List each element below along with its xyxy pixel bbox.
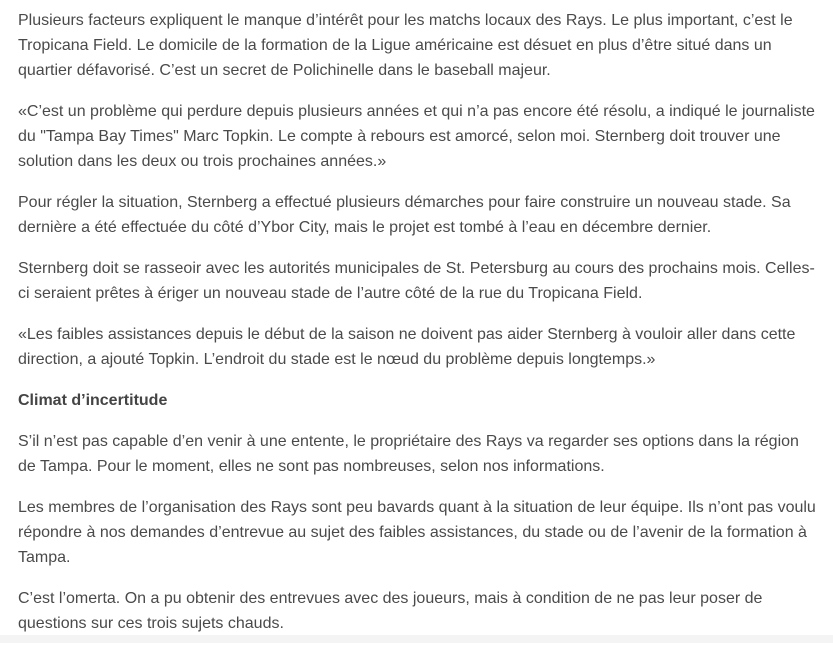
page-bottom-strip	[0, 635, 833, 643]
article-paragraph: «C’est un problème qui perdure depuis plusieurs années et qui n’a pas encore été résolu, a indiqué le journaliste du "Tampa Bay Times" Marc Topkin. Le compte à rebours est amorcé, selon moi. Sternberg doit trouver une solution dans les deux ou trois prochaines années.»	[18, 103, 815, 170]
article-paragraph: S’il n’est pas capable d’en venir à une entente, le propriétaire des Rays va regarder ses options dans la région de Tampa. Pour le moment, elles ne sont pas nombreuses, selon nos informations.	[18, 433, 799, 475]
article-paragraph: C’est l’omerta. On a pu obtenir des entrevues avec des joueurs, mais à condition de ne pas leur poser de questions sur ces trois sujets chauds.	[18, 590, 763, 632]
article-paragraph: Plusieurs facteurs expliquent le manque d’intérêt pour les matchs locaux des Rays. Le plus important, c’est le Tropicana Field. Le domicile de la formation de la Ligue américaine est désuet en plus d’être situé dans un quartier défavorisé. C’est un secret de Polichinelle dans le baseball majeur.	[18, 12, 793, 79]
article-paragraph: «Les faibles assistances depuis le début de la saison ne doivent pas aider Sternberg à vouloir aller dans cette direction, a ajouté Topkin. L’endroit du stade est le nœud du problème depuis longtemps.»	[18, 326, 796, 368]
article-paragraph: Pour régler la situation, Sternberg a effectué plusieurs démarches pour faire construire un nouveau stade. Sa dernière a été effectuée du côté d’Ybor City, mais le projet est tombé à l’eau en décembre dernier.	[18, 194, 791, 236]
article-body	[18, 8, 818, 652]
article-paragraph: Sternberg doit se rasseoir avec les autorités municipales de St. Petersburg au cours des prochains mois. Celles-ci seraient prêtes à ériger un nouveau stade de l’autre côté de la rue du Tropicana Field.	[18, 260, 815, 302]
section-subheading: Climat d’incertitude	[18, 392, 168, 409]
article-paragraph: Les membres de l’organisation des Rays sont peu bavards quant à la situation de leur équipe. Ils n’ont pas voulu répondre à nos demandes d’entrevue au sujet des faibles assistances, du stade ou de l’avenir de la formation à Tampa.	[18, 499, 816, 566]
